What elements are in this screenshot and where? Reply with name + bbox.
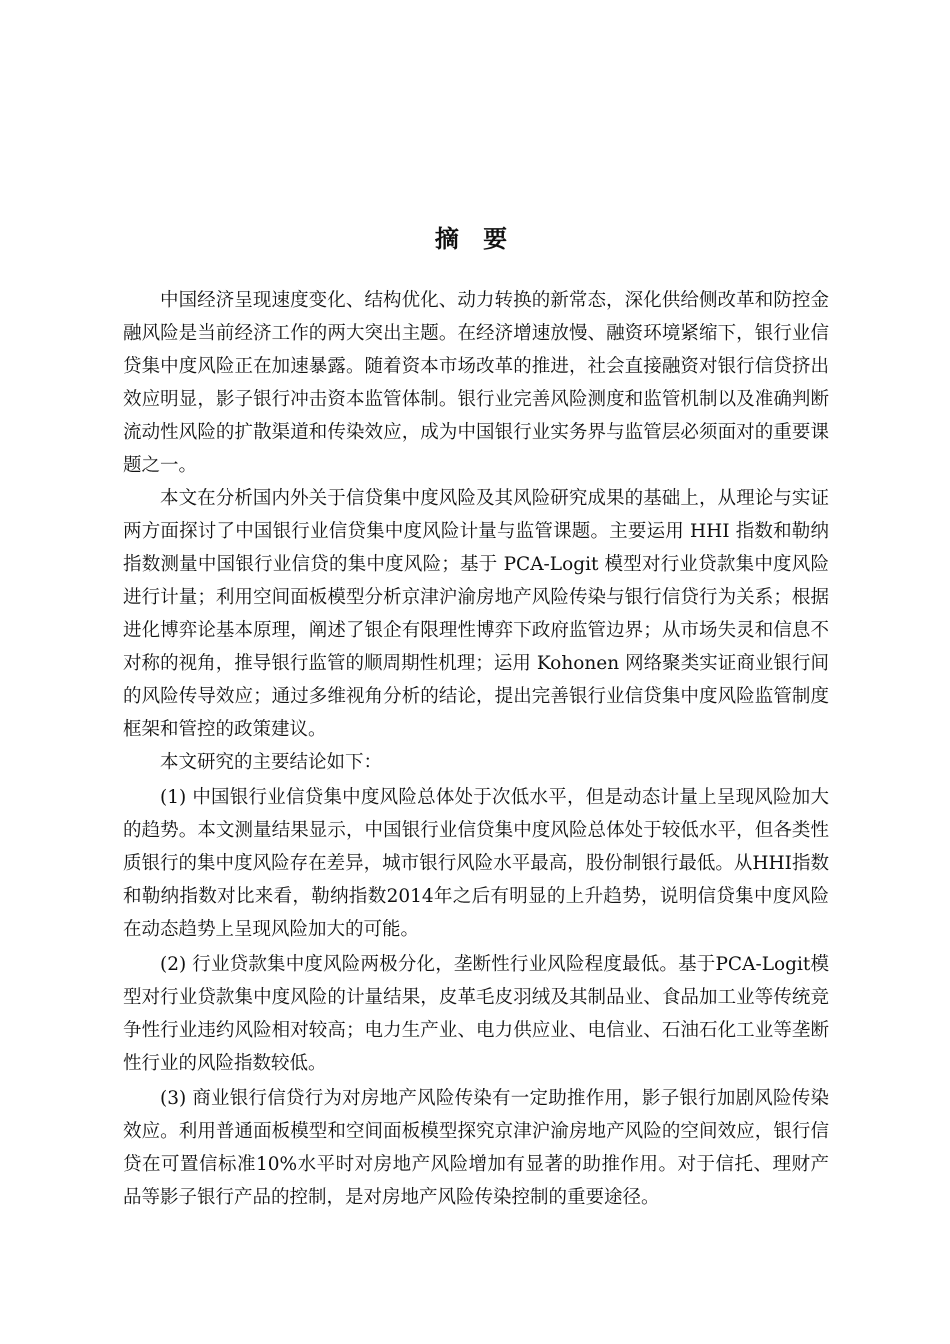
conclusion-item-3: (3) 商业银行信贷行为对房地产风险传染有一定助推作用，影子银行加剧风险传染效应。利用普通面板模型和空间面板模型探究京津沪渝房地产风险的空间效应，银行信贷在可置信标准10%水平时对房地产风险增加有显著的助推作用。对于信托、理财产品等影子银行产品的控制，是对房地产风险传染控制的重要途径。 — [123, 1088, 829, 1208]
abstract-title: 摘 要 — [434, 225, 516, 253]
conclusion-item-1: (1) 中国银行业信贷集中度风险总体处于次低水平，但是动态计量上呈现风险加大的趋势。本文测量结果显示，中国银行业信贷集中度风险总体处于较低水平，但各类性质银行的集中度风险存在差异，城市银行风险水平最高，股份制银行最低。从HHI指数和勒纳指数对比来看，勒纳指数2014年之后有明显的上升趋势，说明信贷集中度风险在动态趋势上呈现风险加大的可能。 — [123, 787, 829, 940]
paragraph-conclusions-lead: 本文研究的主要结论如下： — [160, 752, 383, 773]
paragraph-methods: 本文在分析国内外关于信贷集中度风险及其风险研究成果的基础上，从理论与实证两方面探讨了中国银行业信贷集中度风险计量与监管课题。主要运用 HHI 指数和勒纳指数测量中国银行业信贷的集中度风险；基于 PCA-Logit 模型对行业贷款集中度风险进行计量；利用空间面板模型分析京津沪渝房地产风险传染与银行信贷行为关系；根据进化博弈论基本原理，阐述了银企有限理性博弈下政府监管边界；从市场失灵和信息不对称的视角，推导银行监管的顺周期性机理；运用 Kohonen 网络聚类实证商业银行间的风险传导效应；通过多维视角分析的结论，提出完善银行业信贷集中度风险监管制度框架和管控的政策建议。 — [123, 488, 829, 740]
conclusion-item-2: (2) 行业贷款集中度风险两极分化，垄断性行业风险程度最低。基于PCA-Logit模型对行业贷款集中度风险的计量结果，皮革毛皮羽绒及其制品业、食品加工业等传统竞争性行业违约风险相对较高；电力生产业、电力供应业、电信业、石油石化工业等垄断性行业的风险指数较低。 — [123, 954, 829, 1074]
paragraph-intro: 中国经济呈现速度变化、结构优化、动力转换的新常态，深化供给侧改革和防控金融风险是当前经济工作的两大突出主题。在经济增速放慢、融资环境紧缩下，银行业信贷集中度风险正在加速暴露。随着资本市场改革的推进，社会直接融资对银行信贷挤出效应明显，影子银行冲击资本监管体制。银行业完善风险测度和监管机制以及准确判断流动性风险的扩散渠道和传染效应，成为中国银行业实务界与监管层必须面对的重要课题之一。 — [123, 290, 829, 476]
abstract-body — [123, 284, 829, 1214]
